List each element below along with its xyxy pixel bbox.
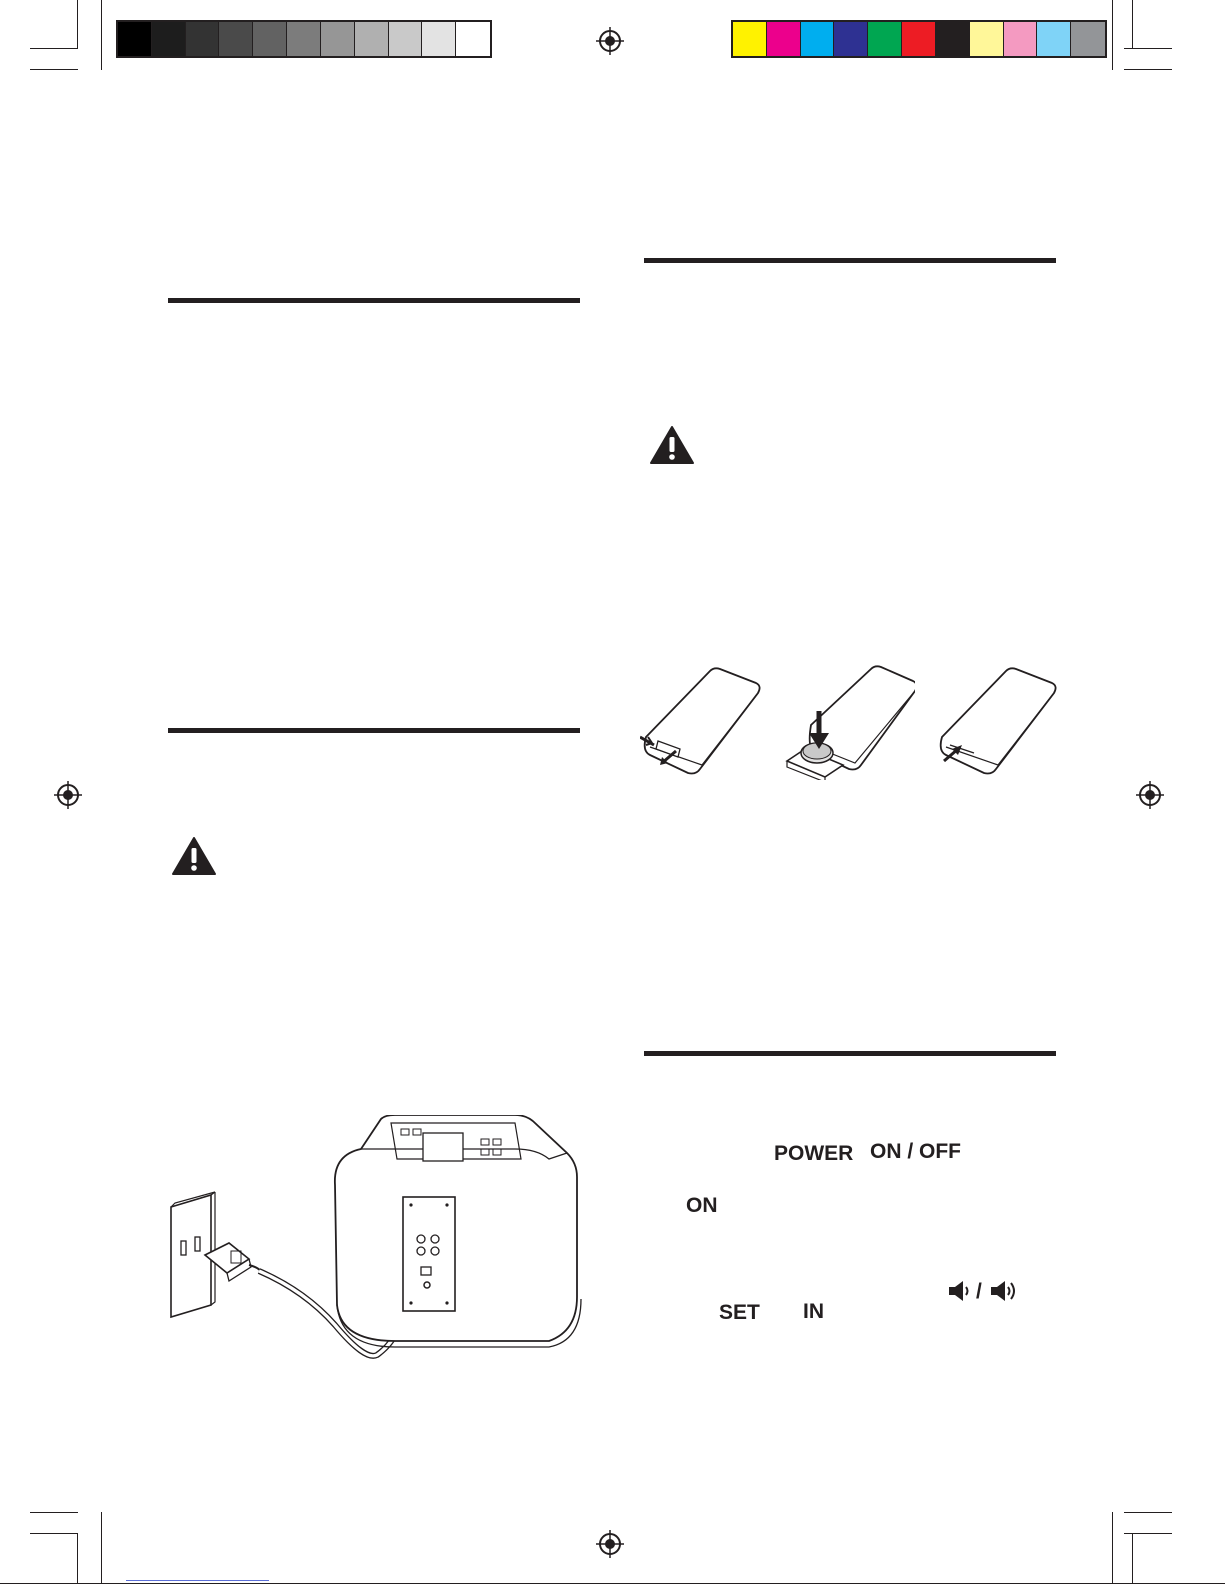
on-label bbox=[686, 1194, 718, 1218]
page-bottom-edge bbox=[0, 1583, 1225, 1584]
process-swatch bbox=[970, 22, 1004, 56]
footer-underline bbox=[126, 1580, 269, 1581]
on-off-label bbox=[870, 1140, 961, 1164]
crop-mark bbox=[30, 1533, 78, 1534]
grayscale-swatch bbox=[118, 22, 152, 56]
process-swatch bbox=[1037, 22, 1071, 56]
process-swatch bbox=[834, 22, 868, 56]
crop-mark bbox=[77, 1533, 78, 1583]
crop-mark bbox=[30, 1512, 78, 1513]
volume-separator bbox=[976, 1280, 982, 1304]
crop-mark bbox=[1124, 69, 1172, 70]
section-rule bbox=[644, 1051, 1056, 1056]
process-swatch bbox=[936, 22, 970, 56]
process-swatch bbox=[1004, 22, 1038, 56]
process-swatch bbox=[868, 22, 902, 56]
process-swatch bbox=[902, 22, 936, 56]
grayscale-swatch bbox=[389, 22, 423, 56]
speaker-power-connection-illustration bbox=[165, 1115, 585, 1385]
remote-insert-battery-illustration bbox=[785, 665, 915, 780]
section-rule bbox=[168, 298, 580, 303]
power-label bbox=[774, 1142, 853, 1166]
set-label bbox=[719, 1301, 760, 1325]
set-label-text: SET bbox=[719, 1301, 760, 1324]
process-swatch bbox=[1071, 22, 1105, 56]
grayscale-swatch bbox=[152, 22, 186, 56]
warning-icon bbox=[171, 836, 217, 876]
crop-mark bbox=[30, 69, 78, 70]
section-rule bbox=[644, 258, 1056, 263]
in-label bbox=[803, 1300, 824, 1324]
volume-separator-text: / bbox=[976, 1280, 982, 1303]
crop-mark bbox=[1112, 1512, 1113, 1583]
crop-mark bbox=[1124, 48, 1172, 49]
process-swatch bbox=[733, 22, 767, 56]
grayscale-swatch bbox=[456, 22, 490, 56]
grayscale-swatch bbox=[186, 22, 220, 56]
crop-mark bbox=[77, 0, 78, 48]
grayscale-swatch bbox=[321, 22, 355, 56]
crop-mark bbox=[30, 48, 78, 49]
volume-up-icon bbox=[990, 1279, 1020, 1303]
in-label-text: IN bbox=[803, 1300, 824, 1323]
crop-mark bbox=[1132, 1533, 1133, 1583]
grayscale-swatch bbox=[422, 22, 456, 56]
section-rule bbox=[168, 728, 580, 733]
crop-mark bbox=[101, 1512, 102, 1583]
remote-close-tray-illustration bbox=[936, 665, 1061, 780]
process-swatch bbox=[767, 22, 801, 56]
on-off-label-text: ON / OFF bbox=[870, 1140, 961, 1163]
registration-mark-icon bbox=[596, 1530, 624, 1558]
crop-mark bbox=[1112, 0, 1113, 70]
power-label-text: POWER bbox=[774, 1142, 854, 1165]
grayscale-swatch bbox=[253, 22, 287, 56]
warning-icon bbox=[649, 425, 695, 465]
on-label-text: ON bbox=[686, 1194, 718, 1217]
registration-mark-icon bbox=[1136, 781, 1164, 809]
remote-open-tray-illustration bbox=[640, 665, 765, 780]
process-swatch bbox=[801, 22, 835, 56]
grayscale-color-bar bbox=[116, 20, 492, 58]
process-color-bar bbox=[731, 20, 1107, 58]
registration-mark-icon bbox=[54, 781, 82, 809]
registration-mark-icon bbox=[596, 27, 624, 55]
crop-mark bbox=[1124, 1512, 1172, 1513]
volume-down-icon bbox=[948, 1279, 974, 1303]
crop-mark bbox=[1132, 0, 1133, 48]
grayscale-swatch bbox=[355, 22, 389, 56]
grayscale-swatch bbox=[219, 22, 253, 56]
crop-mark bbox=[101, 0, 102, 70]
grayscale-swatch bbox=[287, 22, 321, 56]
